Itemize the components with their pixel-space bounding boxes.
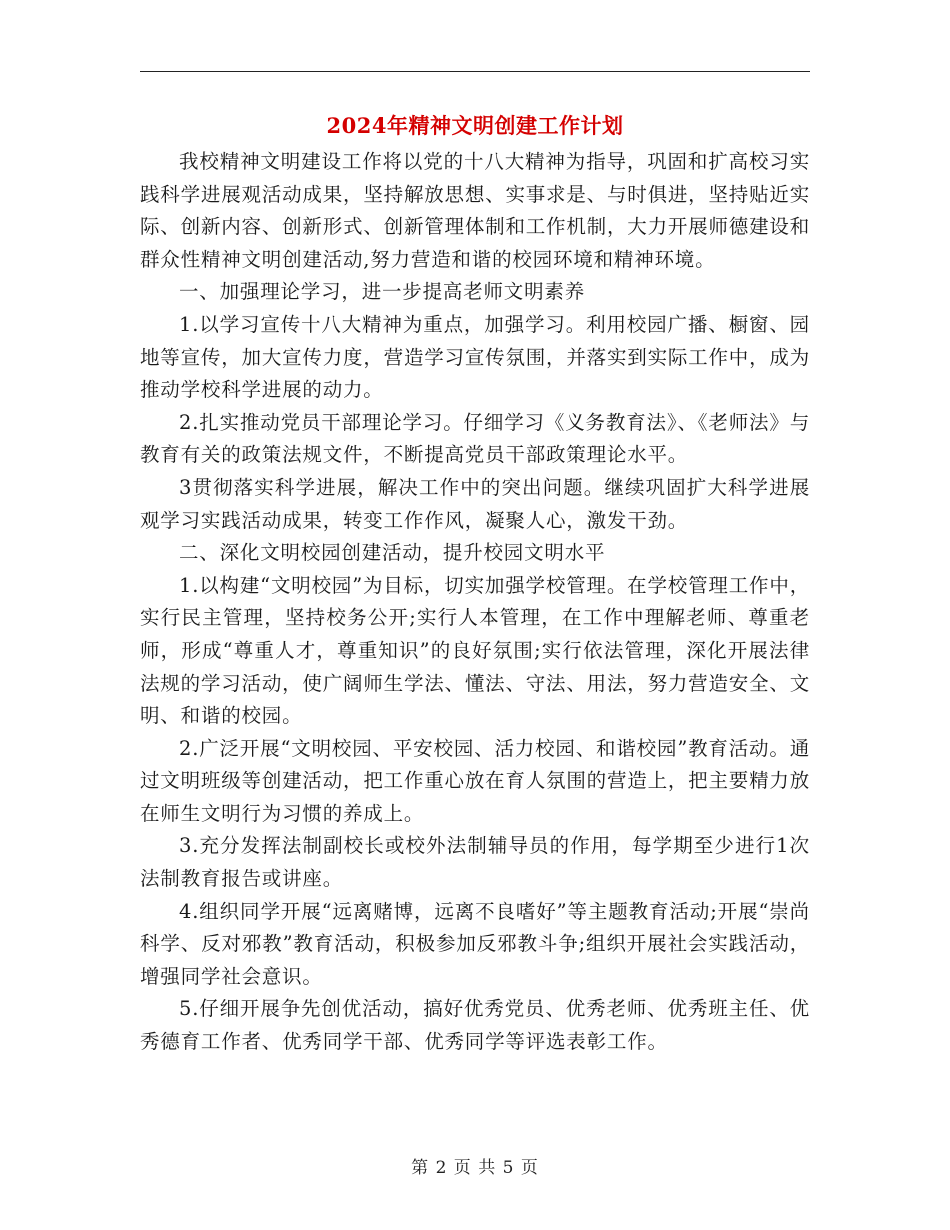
header-rule: [140, 71, 810, 72]
paragraph-2-2: 2.广泛开展“文明校园、平安校园、活力校园、和谐校园”教育活动。通过文明班级等创建活动，把工作重心放在育人氛围的营造上，把主要精力放在师生文明行为习惯的养成上。: [140, 736, 810, 825]
section-heading-2: 二、深化文明校园创建活动，提升校园文明水平: [179, 541, 606, 565]
paragraph-2-3: 3.充分发挥法制副校长或校外法制辅导员的作用，每学期至少进行1次法制教育报告或讲座。: [140, 834, 810, 891]
paragraph-1-1: 1.以学习宣传十八大精神为重点，加强学习。利用校园广播、橱窗、园地等宣传，加大宣传力度，营造学习宣传氛围，并落实到实际工作中，成为推动学校科学进展的动力。: [140, 312, 810, 402]
section-heading-1: 一、加强理论学习，进一步提高老师文明素养: [179, 280, 586, 304]
document-title: 2024年精神文明创建工作计划: [326, 113, 624, 138]
paragraph-1-3: 3贯彻落实科学进展，解决工作中的突出问题。继续巩固扩大科学进展观学习实践活动成果，转变工作作风，凝聚人心，激发干劲。: [140, 475, 810, 532]
document-body: [140, 146, 810, 1059]
page-number-footer: 第 2 页 共 5 页: [411, 1158, 539, 1178]
paragraph-2-1: 1.以构建“文明校园”为目标，切实加强学校管理。在学校管理工作中，实行民主管理，坚持校务公开;实行人本管理，在工作中理解老师、尊重老师，形成“尊重人才，尊重知识”的良好氛围;实行依法管理，深化开展法律法规的学习活动，使广阔师生学法、懂法、守法、用法，努力营造安全、文明、和谐的校园。: [140, 573, 810, 728]
paragraph-2-4: 4.组织同学开展“远离赌博，远离不良嗜好”等主题教育活动;开展“崇尚科学、反对邪教”教育活动，积极参加反邪教斗争;组织开展社会实践活动，增强同学社会意识。: [140, 899, 810, 988]
paragraph-2-5: 5.仔细开展争先创优活动，搞好优秀党员、优秀老师、优秀班主任、优秀德育工作者、优秀同学干部、优秀同学等评选表彰工作。: [140, 997, 810, 1054]
paragraph-1-2: 2.扎实推动党员干部理论学习。仔细学习《义务教育法》、《老师法》与教育有关的政策法规文件，不断提高党员干部政策理论水平。: [140, 410, 810, 467]
intro-paragraph: 我校精神文明建设工作将以党的十八大精神为指导，巩固和扩高校习实践科学进展观活动成果，坚持解放思想、实事求是、与时俱进，坚持贴近实际、创新内容、创新形式、创新管理体制和工作机制，大力开展师德建设和群众性精神文明创建活动,努力营造和谐的校园环境和精神环境。: [140, 150, 810, 271]
